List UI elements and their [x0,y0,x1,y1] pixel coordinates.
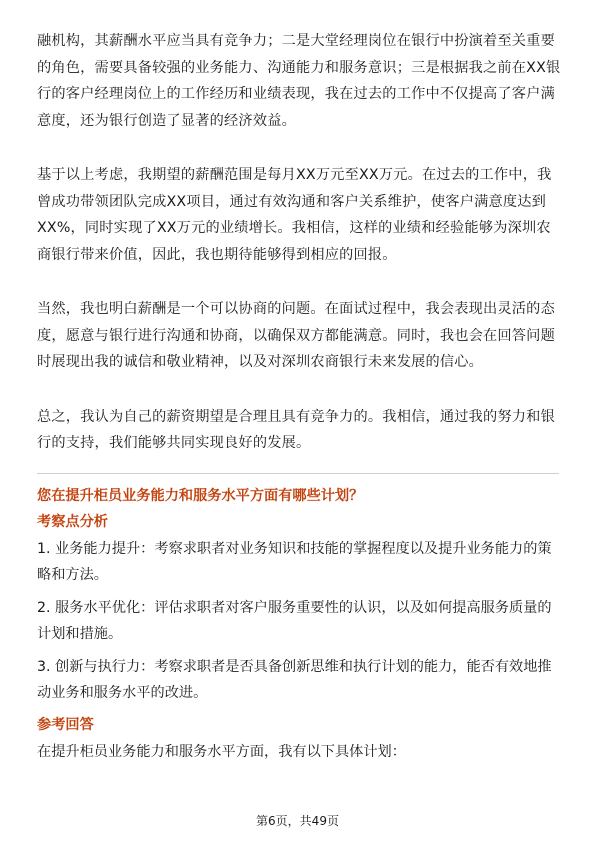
analysis-item-3 [37,654,559,707]
document-page [37,28,559,765]
analysis-line: 动业务和服务水平的改进。 [37,685,208,701]
analysis-line: 略和方法。 [37,567,108,583]
paragraph-4 [37,404,559,457]
question-heading: 您在提升柜员业务能力和服务水平方面有哪些计划？ [37,487,364,504]
analysis-list [37,536,559,707]
analysis-line: 1. 业务能力提升：考察求职者对业务知识和技能的掌握程度以及提升业务能力的策 [37,540,552,557]
analysis-item-1 [37,536,559,589]
paragraph-line: 的角色，需要具备较强的业务能力、沟通能力和服务意识；三是根据我之前在XX银 [37,59,561,76]
answer-heading: 参考回答 [37,716,94,733]
paragraph-1 [37,28,559,134]
paragraph-3 [37,296,559,376]
paragraph-line: 行的客户经理岗位上的工作经历和业绩表现，我在过去的工作中不仅提高了客户满 [37,86,555,102]
paragraph-line: 当然，我也明白薪酬是一个可以协商的问题。在面试过程中，我会表现出灵活的态 [37,301,555,317]
paragraph-line: 基于以上考虑，我期望的薪酬范围是每月XX万元至XX万元。在过去的工作中，我 [37,167,552,183]
paragraph-line: 总之，我认为自己的薪资期望是合理且具有竞争力的。我相信，通过我的努力和银 [37,408,555,425]
paragraph-2 [37,162,559,268]
paragraph-line: 意度，还为银行创造了显著的经济效益。 [37,112,296,129]
section-divider [37,473,559,474]
paragraph-line: 商银行带来价值，因此，我也期待能够得到相应的回报。 [37,246,397,263]
body-paragraphs [37,28,559,457]
analysis-line: 3. 创新与执行力：考察求职者是否具备创新思维和执行计划的能力，能否有效地推 [37,658,552,675]
paragraph-line: 曾成功带领团队完成XX项目，通过有效沟通和客户关系维护，使客户满意度达到 [37,193,547,210]
paragraph-line: 度，愿意与银行进行沟通和协商，以确保双方都能满意。同时，我也会在回答问题 [37,327,555,344]
analysis-line: 计划和措施。 [37,626,123,642]
analysis-heading: 考察点分析 [37,513,108,530]
answer-intro: 在提升柜员业务能力和服务水平方面，我有以下具体计划： [37,743,406,760]
analysis-item-2 [37,595,559,648]
page-footer: 第6页，共49页 [256,814,339,828]
paragraph-line: 时展现出我的诚信和敬业精神，以及对深圳农商银行未来发展的信心。 [37,354,484,370]
paragraph-line: 融机构，其薪酬水平应当具有竞争力；二是大堂经理岗位在银行中扮演着至关重要 [37,33,555,49]
paragraph-line: XX%，同时实现了XX万元的业绩增长。我相信，这样的业绩和经验能够为深圳农 [37,220,551,236]
paragraph-line: 行的支持，我们能够共同实现良好的发展。 [37,435,311,451]
analysis-line: 2. 服务水平优化：评估求职者对客户服务重要性的认识，以及如何提高服务质量的 [37,599,552,616]
